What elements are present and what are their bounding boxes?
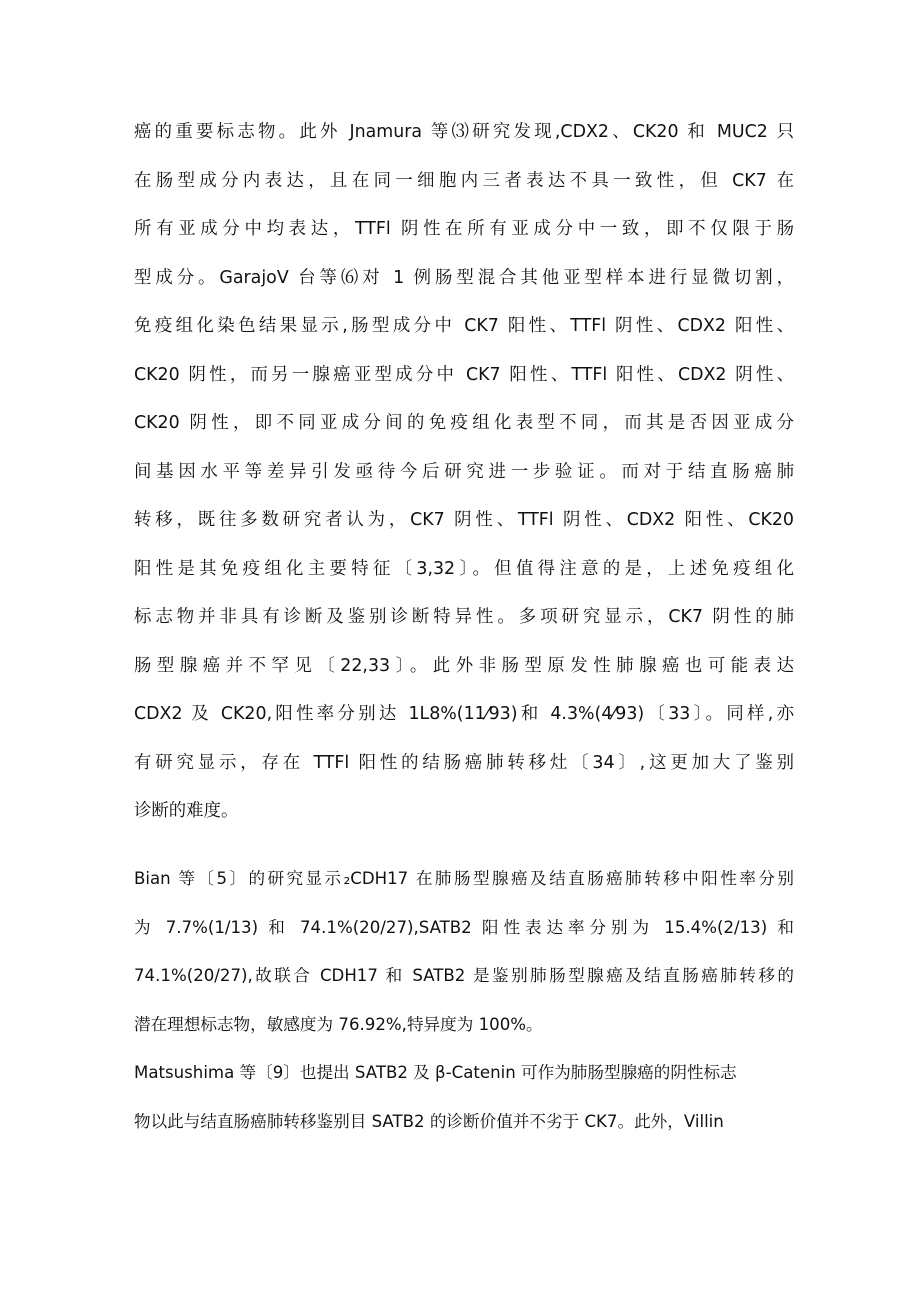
text-line: 转移，既往多数研究者认为，CK7 阴性、TTFl 阴性、CDX2 阳性、CK20: [134, 510, 794, 530]
text-line: Bian 等〔5〕的研究显示₂CDH17 在肺肠型腺癌及结直肠癌肺转移中阳性率分别: [134, 869, 794, 888]
text-line: 免疫组化染色结果显示,肠型成分中 CK7 阳性、TTFl 阴性、CDX2 阳性、: [134, 316, 794, 336]
text-line: 标志物并非具有诊断及鉴别诊断特异性。多项研究显示，CK7 阴性的肺: [134, 607, 794, 627]
text-line: 诊断的难度。: [134, 801, 239, 821]
text-line: 型成分。GarajoV 台等⑹对 1 例肠型混合其他亚型样本进行显微切割，: [134, 268, 794, 288]
text-line: 物以此与结直肠癌肺转移鉴别目 SATB2 的诊断价值并不劣于 CK7。此外，Villin: [134, 1112, 724, 1131]
text-line: Matsushima 等〔9〕也提出 SATB2 及 β-Catenin 可作为肺肠型腺癌的阴性标志: [134, 1063, 737, 1082]
text-line: 癌的重要标志物。此外 Jnamura 等⑶研究发现,CDX2、CK20 和 MUC2 只: [134, 122, 794, 142]
text-line: 所有亚成分中均表达，TTFl 阴性在所有亚成分中一致，即不仅限于肠: [134, 219, 794, 239]
text-line: 74.1%(20/27),故联合 CDH17 和 SATB2 是鉴别肺肠型腺癌及结直肠癌肺转移的: [134, 966, 794, 985]
text-line: 在肠型成分内表达，且在同一细胞内三者表达不具一致性，但 CK7 在: [134, 171, 794, 191]
text-line: 有研究显示，存在 TTFl 阳性的结肠癌肺转移灶〔34〕,这更加大了鉴别: [134, 753, 794, 773]
text-line: 潜在理想标志物，敏感度为 76.92%,特异度为 100%。: [134, 1015, 543, 1034]
text-line: 间基因水平等差异引发亟待今后研究进一步验证。而对于结直肠癌肺: [134, 462, 794, 482]
text-line: CK20 阴性，即不同亚成分间的免疫组化表型不同，而其是否因亚成分: [134, 413, 794, 433]
text-line: 为 7.7%(1/13) 和 74.1%(20/27),SATB2 阳性表达率分别为 15.4%(2/13) 和: [134, 918, 794, 937]
text-line: 肠型腺癌并不罕见〔22,33〕。此外非肠型原发性肺腺癌也可能表达: [134, 656, 794, 676]
text-line: CK20 阴性，而另一腺癌亚型成分中 CK7 阳性、TTFl 阳性、CDX2 阴性、: [134, 365, 794, 385]
text-line: CDX2 及 CK20,阳性率分别达 1L8%(11⁄93)和 4.3%(4⁄93)〔33〕。同样,亦: [134, 704, 794, 724]
text-line: 阳性是其免疫组化主要特征〔3,32〕。但值得注意的是，上述免疫组化: [134, 559, 794, 579]
